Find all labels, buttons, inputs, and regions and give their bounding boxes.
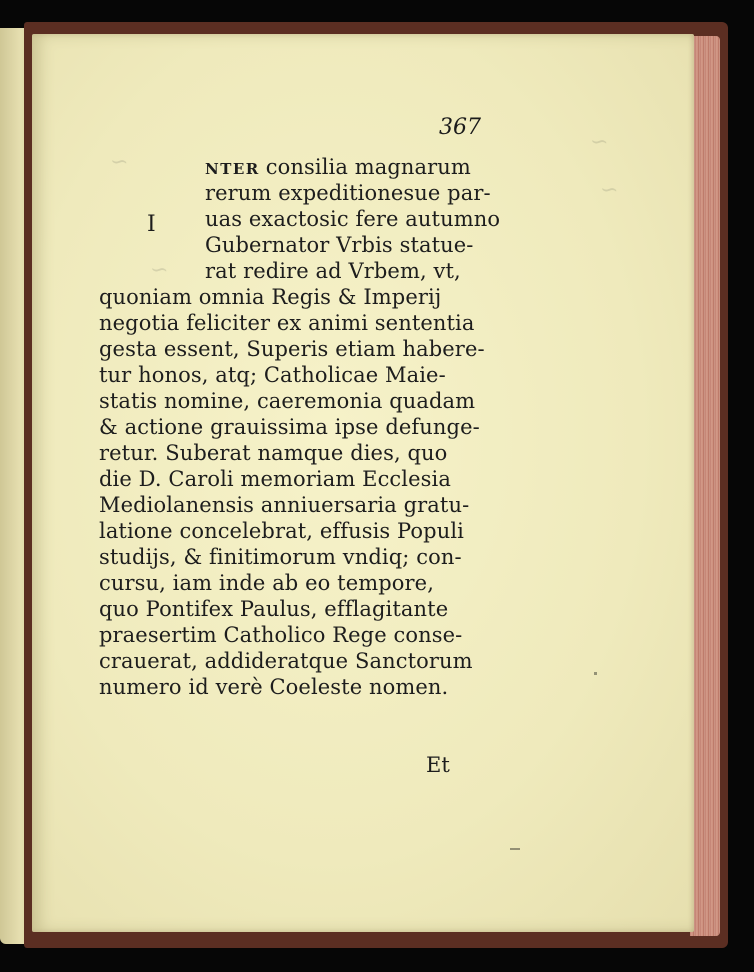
text-line: cursu, iam inde ab eo tempore,	[99, 571, 434, 595]
text-line	[205, 154, 471, 182]
drop-initial: I	[147, 212, 156, 237]
text-line: tur honos, atq; Catholicae Maie-	[99, 363, 446, 387]
text-line: latione concelebrat, effusis Populi	[99, 519, 464, 543]
page-number: 367	[439, 115, 481, 140]
text-line: crauerat, addideratque Sanctorum	[99, 649, 473, 673]
paper-speck	[510, 848, 520, 850]
show-through-mark: ~	[110, 150, 129, 175]
text-line: quoniam omnia Regis & Imperij	[99, 285, 442, 309]
text-line: rat redire ad Vrbem, vt,	[205, 259, 461, 283]
show-through-mark: ~	[150, 258, 169, 283]
text-line: gesta essent, Superis etiam habere-	[99, 337, 485, 361]
show-through-mark: ~	[590, 130, 609, 155]
text-line: Mediolanensis anniuersaria gratu-	[99, 493, 470, 517]
text-line: negotia feliciter ex animi sententia	[99, 311, 475, 335]
paper-speck	[594, 672, 597, 675]
text-line: numero id verè Coeleste nomen.	[99, 675, 449, 699]
text-line: retur. Suberat namque dies, quo	[99, 441, 448, 465]
catchword: Et	[426, 753, 450, 777]
text-line: studijs, & finitimorum vndiq; con-	[99, 545, 462, 569]
line-text: consilia magnarum	[265, 155, 471, 179]
text-line: Gubernator Vrbis statue-	[205, 233, 474, 257]
text-line: rerum expeditionesue par-	[205, 181, 491, 205]
text-line: uas exactosic fere autumno	[205, 207, 501, 231]
text-line: quo Pontifex Paulus, efflagitante	[99, 597, 449, 621]
text-line: & actione grauissima ipse defunge-	[99, 415, 480, 439]
text-line: die D. Caroli memoriam Ecclesia	[99, 467, 451, 491]
text-line: statis nomine, caeremonia quadam	[99, 389, 476, 413]
show-through-mark: ~	[600, 178, 619, 203]
opening-word: NTER	[205, 160, 260, 178]
text-line: praesertim Catholico Rege conse-	[99, 623, 463, 647]
